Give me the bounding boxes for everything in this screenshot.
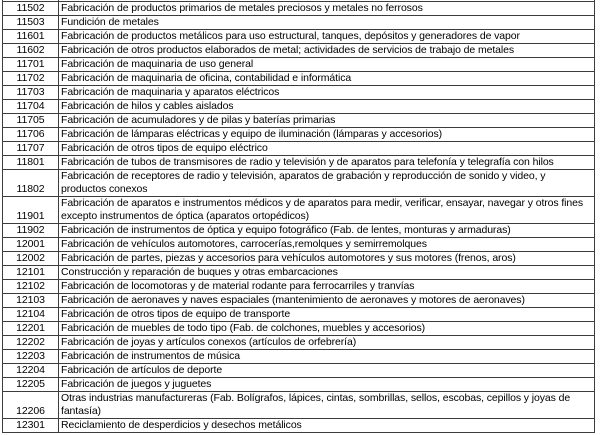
industry-code-cell: 12204 [3, 364, 59, 378]
industry-code-cell: 12201 [3, 322, 59, 336]
industry-code-cell: 11502 [3, 2, 59, 16]
industry-code-cell: 12001 [3, 238, 59, 252]
industry-description-cell: Fabricación de juegos y juguetes [59, 378, 595, 392]
table-row [3, 350, 595, 364]
table-row [3, 142, 595, 156]
industry-code-cell: 11601 [3, 30, 59, 44]
industry-description-cell: Construcción y reparación de buques y otras embarcaciones [59, 266, 595, 280]
industry-description-cell: Fabricación de instrumentos de música [59, 350, 595, 364]
industry-description-cell: Fabricación de maquinaria de uso general [59, 58, 595, 72]
table-row [3, 72, 595, 86]
industry-description-cell: Fabricación de receptores de radio y televisión, aparatos de grabación y reproducción de sonido y video, y productos conexos [59, 170, 595, 197]
table-row [3, 16, 595, 30]
industry-code-cell: 12206 [3, 392, 59, 419]
table-row [3, 30, 595, 44]
industry-description-cell: Fabricación de partes, piezas y accesorios para vehículos automotores y sus motores (frenos, aros) [59, 252, 595, 266]
industry-code-cell: 12103 [3, 294, 59, 308]
table-row [3, 2, 595, 16]
table-row [3, 294, 595, 308]
industry-description-cell: Fabricación de acumuladores y de pilas y baterías primarias [59, 114, 595, 128]
industry-code-cell: 12301 [3, 419, 59, 433]
table-row [3, 238, 595, 252]
industry-code-cell: 11702 [3, 72, 59, 86]
industry-code-cell: 12104 [3, 308, 59, 322]
industry-description-cell: Fabricación de productos primarios de metales preciosos y metales no ferrosos [59, 2, 595, 16]
industry-description-cell: Fabricación de maquinaria de oficina, contabilidad e informática [59, 72, 595, 86]
industry-code-cell: 12203 [3, 350, 59, 364]
industry-description-cell: Fabricación de productos metálicos para uso estructural, tanques, depósitos y generadores de vapor [59, 30, 595, 44]
table-row [3, 100, 595, 114]
industry-description-cell: Fabricación de lámparas eléctricas y equipo de iluminación (lámparas y accesorios) [59, 128, 595, 142]
table-row [3, 156, 595, 170]
table-row [3, 86, 595, 100]
table-row [3, 280, 595, 294]
table-row [3, 224, 595, 238]
industry-description-cell: Fabricación de aparatos e instrumentos médicos y de aparatos para medir, verificar, ensayar, navegar y otros fines excepto instrumentos de óptica (aparatos ortopédicos) [59, 197, 595, 224]
industry-description-cell: Fabricación de tubos de transmisores de radio y televisión y de aparatos para telefonía y telegrafía con hilos [59, 156, 595, 170]
industry-code-cell: 11706 [3, 128, 59, 142]
industry-code-cell: 11701 [3, 58, 59, 72]
industry-description-cell: Fabricación de otros tipos de equipo eléctrico [59, 142, 595, 156]
industry-description-cell: Fabricación de hilos y cables aislados [59, 100, 595, 114]
industry-code-cell: 11602 [3, 44, 59, 58]
industry-code-cell: 11901 [3, 197, 59, 224]
industry-description-cell: Fabricación de otros productos elaborados de metal; actividades de servicios de trabajo de metales [59, 44, 595, 58]
industry-code-cell: 12101 [3, 266, 59, 280]
table-row [3, 128, 595, 142]
industry-description-cell: Fabricación de muebles de todo tipo (Fab. de colchones, muebles y accesorios) [59, 322, 595, 336]
industry-description-cell: Fabricación de locomotoras y de material rodante para ferrocarriles y tranvías [59, 280, 595, 294]
table-row [3, 170, 595, 197]
industry-description-cell: Fabricación de joyas y artículos conexos (artículos de orfebrería) [59, 336, 595, 350]
industry-description-cell: Reciclamiento de desperdicios y desechos metálicos [59, 419, 595, 433]
industry-code-cell: 11704 [3, 100, 59, 114]
industry-code-cell: 12202 [3, 336, 59, 350]
industry-description-cell: Fabricación de otros tipos de equipo de transporte [59, 308, 595, 322]
table-row [3, 392, 595, 419]
table-row [3, 266, 595, 280]
industry-code-cell: 11703 [3, 86, 59, 100]
industry-description-cell: Fabricación de vehículos automotores, carrocerías,remolques y semirremolques [59, 238, 595, 252]
table-row [3, 322, 595, 336]
table-row [3, 197, 595, 224]
industry-code-cell: 12205 [3, 378, 59, 392]
industry-description-cell: Fabricación de maquinaria y aparatos eléctricos [59, 86, 595, 100]
industry-code-cell: 11705 [3, 114, 59, 128]
table-row [3, 419, 595, 433]
industry-description-cell: Fabricación de artículos de deporte [59, 364, 595, 378]
table-row [3, 58, 595, 72]
industry-codes-table-body [3, 0, 595, 433]
industry-description-cell: Fabricación de instrumentos de óptica y equipo fotográfico (Fab. de lentes, monturas y armaduras) [59, 224, 595, 238]
table-row [3, 336, 595, 350]
table-row [3, 364, 595, 378]
table-row [3, 378, 595, 392]
industry-code-cell: 11707 [3, 142, 59, 156]
industry-code-cell: 11802 [3, 170, 59, 197]
industry-codes-table [2, 0, 595, 433]
industry-description-cell: Otras industrias manufactureras (Fab. Bolígrafos, lápices, cintas, sombrillas, sellos, escobas, cepillos y joyas de fantasía) [59, 392, 595, 419]
table-row [3, 114, 595, 128]
table-row [3, 308, 595, 322]
industry-description-cell: Fabricación de aeronaves y naves espaciales (mantenimiento de aeronaves y motores de aeronaves) [59, 294, 595, 308]
industry-code-cell: 11503 [3, 16, 59, 30]
industry-code-cell: 12002 [3, 252, 59, 266]
industry-description-cell: Fundición de metales [59, 16, 595, 30]
table-row [3, 252, 595, 266]
industry-code-cell: 11902 [3, 224, 59, 238]
industry-code-cell: 12102 [3, 280, 59, 294]
table-row [3, 44, 595, 58]
industry-code-cell: 11801 [3, 156, 59, 170]
